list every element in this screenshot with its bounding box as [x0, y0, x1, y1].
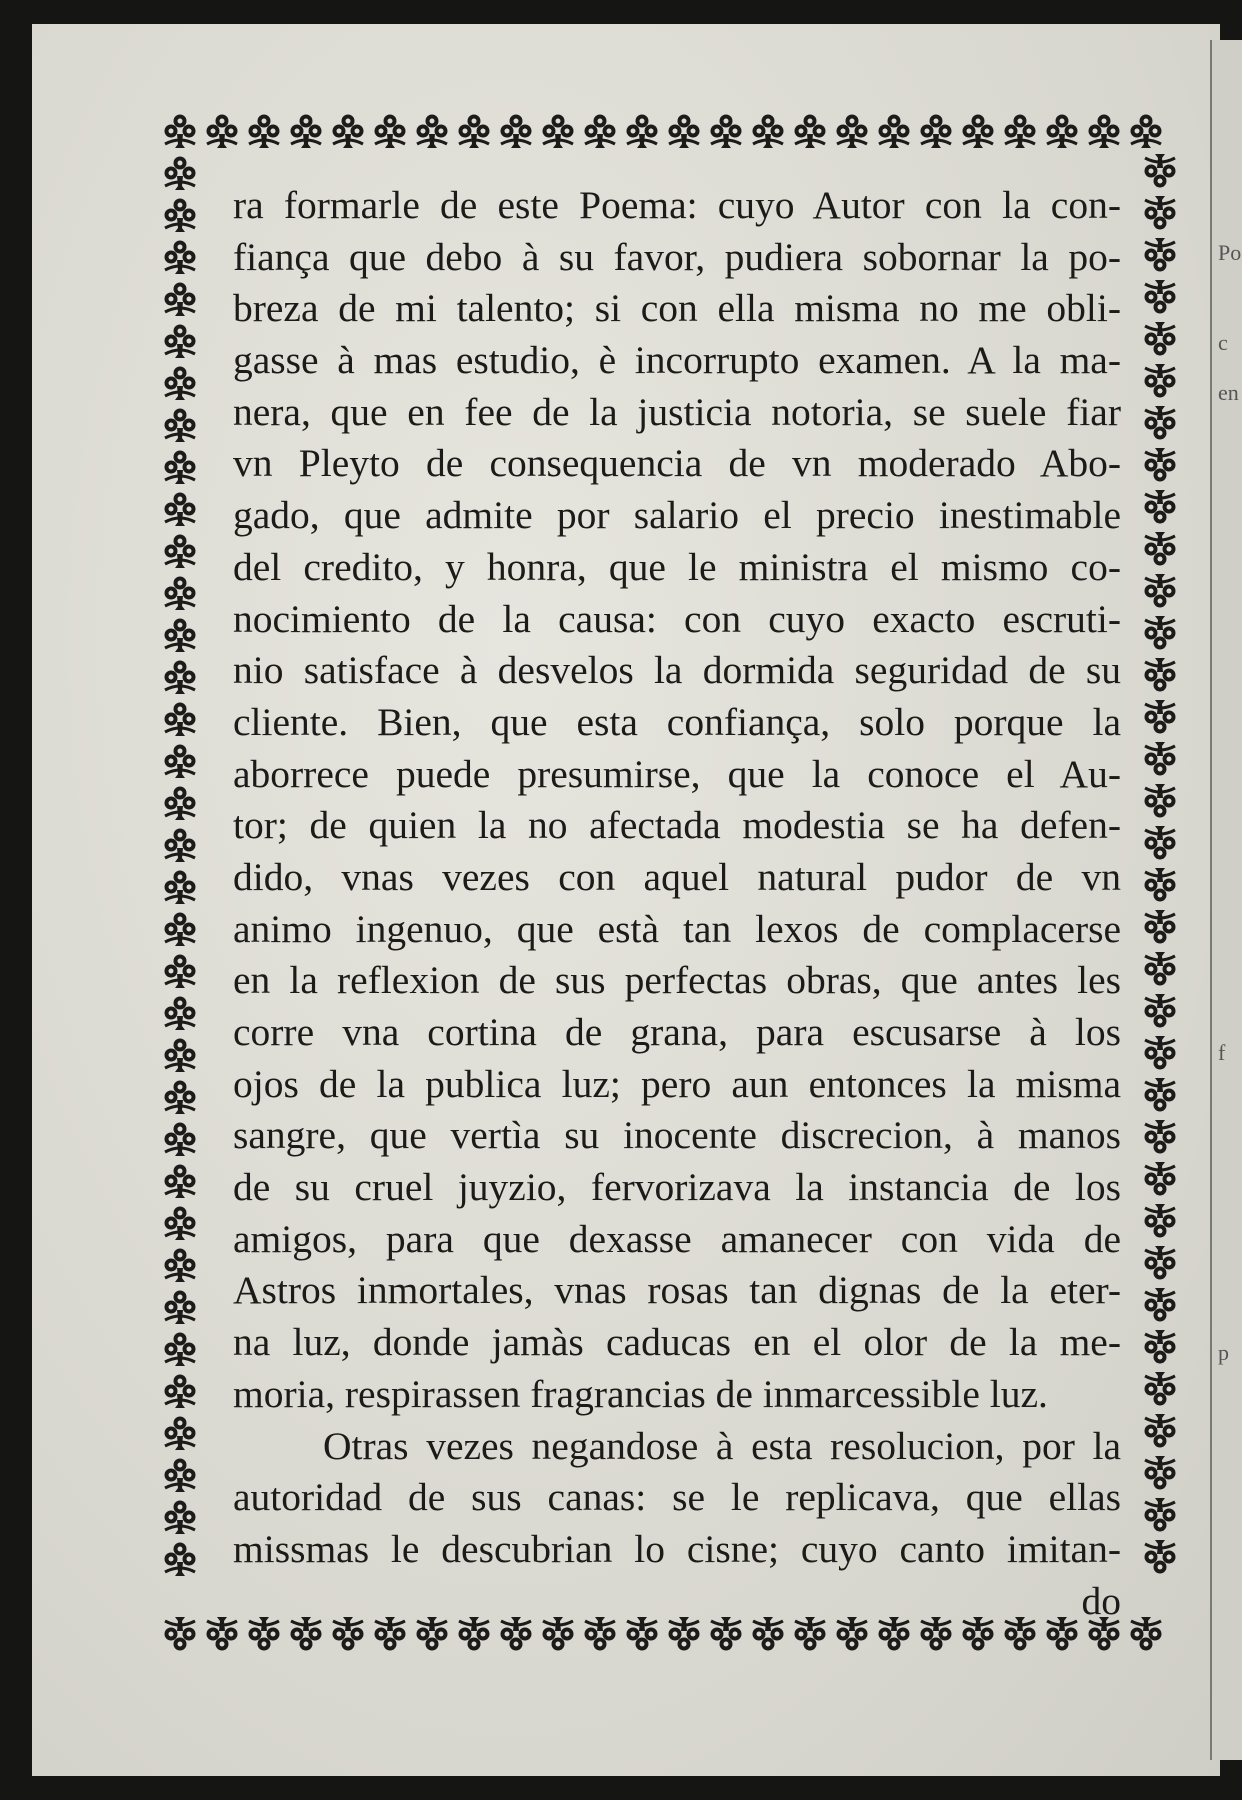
- fleuron-icon: [1145, 574, 1176, 608]
- fleuron-icon: [963, 115, 994, 149]
- fleuron-icon: [1145, 154, 1176, 188]
- body-text: [233, 180, 1121, 1627]
- fleuron-icon: [585, 115, 616, 149]
- fleuron-icon: [165, 1333, 196, 1367]
- fleuron-icon: [1145, 952, 1176, 986]
- text-line: autoridad de sus canas: se le replicava, que ellas: [233, 1475, 1121, 1520]
- fleuron-icon: [165, 661, 196, 695]
- fleuron-icon: [291, 115, 322, 149]
- fleuron-icon: [165, 1543, 196, 1577]
- fleuron-icon: [165, 871, 196, 905]
- text-line: de su cruel juyzio, fervorizava la instancia de los: [233, 1165, 1121, 1210]
- text-line: breza de mi talento; si con ella misma no me obli-: [233, 286, 1121, 331]
- catchword: do: [1081, 1578, 1121, 1623]
- fleuron-icon: [1145, 910, 1176, 944]
- fleuron-icon: [1145, 1246, 1176, 1280]
- fleuron-icon: [627, 115, 658, 149]
- adjacent-page-fragment: c: [1218, 330, 1228, 355]
- fleuron-icon: [333, 115, 364, 149]
- fleuron-icon: [753, 115, 784, 149]
- text-line: vn Pleyto de consequencia de vn moderado Abo-: [233, 441, 1121, 486]
- fleuron-icon: [1145, 1372, 1176, 1406]
- text-line: nocimiento de la causa: con cuyo exacto escruti-: [233, 596, 1121, 641]
- fleuron-icon: [1145, 1414, 1176, 1448]
- fleuron-icon: [879, 115, 910, 149]
- fleuron-icon: [165, 535, 196, 569]
- text-line: moria, respirassen fragrancias de inmarcessible luz.: [233, 1371, 1048, 1416]
- text-line: amigos, para que dexasse amanecer con vida de: [233, 1216, 1121, 1261]
- fleuron-icon: [165, 619, 196, 653]
- fleuron-icon: [459, 115, 490, 149]
- fleuron-icon: [165, 997, 196, 1031]
- fleuron-icon: [165, 703, 196, 737]
- fleuron-icon: [165, 1617, 196, 1651]
- fleuron-icon: [165, 1081, 196, 1115]
- fleuron-icon: [1005, 115, 1036, 149]
- fleuron-icon: [165, 1291, 196, 1325]
- fleuron-icon: [711, 115, 742, 149]
- fleuron-icon: [165, 1417, 196, 1451]
- fleuron-icon: [1145, 1078, 1176, 1112]
- fleuron-icon: [1145, 784, 1176, 818]
- adjacent-page-edge: [1210, 40, 1242, 1760]
- fleuron-icon: [207, 115, 238, 149]
- fleuron-icon: [1145, 994, 1176, 1028]
- fleuron-icon: [1131, 1617, 1162, 1651]
- fleuron-icon: [1145, 1498, 1176, 1532]
- fleuron-icon: [1145, 490, 1176, 524]
- text-line: sangre, que vertìa su inocente discrecion, à manos: [233, 1113, 1121, 1158]
- fleuron-icon: [1145, 364, 1176, 398]
- fleuron-icon: [1047, 115, 1078, 149]
- fleuron-icon: [1145, 1036, 1176, 1070]
- text-line: aborrece puede presumirse, que la conoce el Au-: [233, 751, 1121, 796]
- fleuron-icon: [1145, 868, 1176, 902]
- text-line: corre vna cortina de grana, para escusarse à los: [233, 1010, 1121, 1054]
- fleuron-icon: [165, 1249, 196, 1283]
- fleuron-icon: [165, 745, 196, 779]
- fleuron-icon: [165, 451, 196, 485]
- fleuron-icon: [1145, 1204, 1176, 1238]
- fleuron-icon: [1145, 742, 1176, 776]
- fleuron-icon: [921, 115, 952, 149]
- fleuron-icon: [1145, 1288, 1176, 1322]
- fleuron-icon: [165, 325, 196, 359]
- fleuron-icon: [543, 115, 574, 149]
- fleuron-icon: [1145, 616, 1176, 650]
- fleuron-icon: [165, 367, 196, 401]
- fleuron-icon: [165, 1501, 196, 1535]
- fleuron-icon: [165, 283, 196, 317]
- fleuron-icon: [165, 115, 196, 149]
- fleuron-icon: [1145, 658, 1176, 692]
- fleuron-icon: [1145, 1456, 1176, 1490]
- text-line: ra formarle de este Poema: cuyo Autor con la con-: [233, 183, 1121, 227]
- fleuron-icon: [165, 199, 196, 233]
- fleuron-icon: [1145, 532, 1176, 566]
- fleuron-icon: [1145, 1540, 1176, 1574]
- fleuron-icon: [165, 1459, 196, 1493]
- fleuron-icon: [1145, 826, 1176, 860]
- text-line: dido, vnas vezes con aquel natural pudor de vn: [233, 854, 1121, 899]
- fleuron-icon: [1145, 1330, 1176, 1364]
- fleuron-icon: [165, 1123, 196, 1157]
- fleuron-icon: [375, 115, 406, 149]
- fleuron-icon: [165, 1207, 196, 1241]
- adjacent-page-fragment: Po: [1218, 240, 1242, 265]
- text-line: cliente. Bien, que esta confiança, solo porque la: [233, 699, 1121, 744]
- fleuron-icon: [1145, 238, 1176, 272]
- fleuron-icon: [165, 787, 196, 821]
- fleuron-icon: [165, 1375, 196, 1409]
- fleuron-icon: [1145, 448, 1176, 482]
- fleuron-icon: [669, 115, 700, 149]
- text-line: nio satisface à desvelos la dormida seguridad de su: [233, 648, 1121, 693]
- fleuron-icon: [165, 1039, 196, 1073]
- fleuron-icon: [165, 157, 196, 191]
- fleuron-icon: [165, 241, 196, 275]
- fleuron-icon: [1145, 1162, 1176, 1196]
- fleuron-icon: [165, 493, 196, 527]
- fleuron-icon: [249, 115, 280, 149]
- text-line: del credito, y honra, que le ministra el mismo co-: [233, 544, 1121, 589]
- fleuron-icon: [165, 409, 196, 443]
- fleuron-icon: [165, 1165, 196, 1199]
- text-line: gado, que admite por salario el precio inestimable: [233, 493, 1121, 538]
- fleuron-icon: [1145, 1120, 1176, 1154]
- fleuron-icon: [1131, 115, 1162, 149]
- fleuron-icon: [501, 115, 532, 149]
- text-line: animo ingenuo, que està tan lexos de complacerse: [233, 906, 1121, 951]
- text-line: en la reflexion de sus perfectas obras, que antes les: [233, 958, 1121, 1003]
- fleuron-icon: [837, 115, 868, 149]
- fleuron-icon: [1145, 196, 1176, 230]
- text-line: Astros inmortales, vnas rosas tan dignas de la eter-: [233, 1268, 1121, 1313]
- text-line: fiança que debo à su favor, pudiera sobornar la po-: [233, 234, 1121, 279]
- fleuron-icon: [165, 577, 196, 611]
- fleuron-icon: [1089, 115, 1120, 149]
- fleuron-icon: [165, 913, 196, 947]
- fleuron-icon: [165, 829, 196, 863]
- text-line: gasse à mas estudio, è incorrupto examen. A la ma-: [233, 338, 1121, 383]
- text-line: missmas le descubrian lo cisne; cuyo canto imitan-: [233, 1526, 1121, 1571]
- text-line: na luz, donde jamàs caducas en el olor de la me-: [233, 1320, 1121, 1365]
- text-line: ojos de la publica luz; pero aun entonces la misma: [233, 1061, 1121, 1106]
- adjacent-page-fragment: p: [1218, 1340, 1229, 1365]
- fleuron-icon: [1145, 280, 1176, 314]
- fleuron-icon: [795, 115, 826, 149]
- adjacent-page-fragment: en: [1218, 380, 1239, 405]
- fleuron-icon: [165, 955, 196, 989]
- fleuron-icon: [1145, 322, 1176, 356]
- adjacent-page-fragment: f: [1218, 1040, 1226, 1065]
- text-line: nera, que en fee de la justicia notoria, se suele fiar: [233, 389, 1121, 434]
- text-line: tor; de quien la no afectada modestia se ha defen-: [233, 803, 1121, 848]
- fleuron-icon: [417, 115, 448, 149]
- fleuron-icon: [1145, 406, 1176, 440]
- fleuron-icon: [1145, 700, 1176, 734]
- text-line: Otras vezes negandose à esta resolucion, por la: [323, 1423, 1121, 1468]
